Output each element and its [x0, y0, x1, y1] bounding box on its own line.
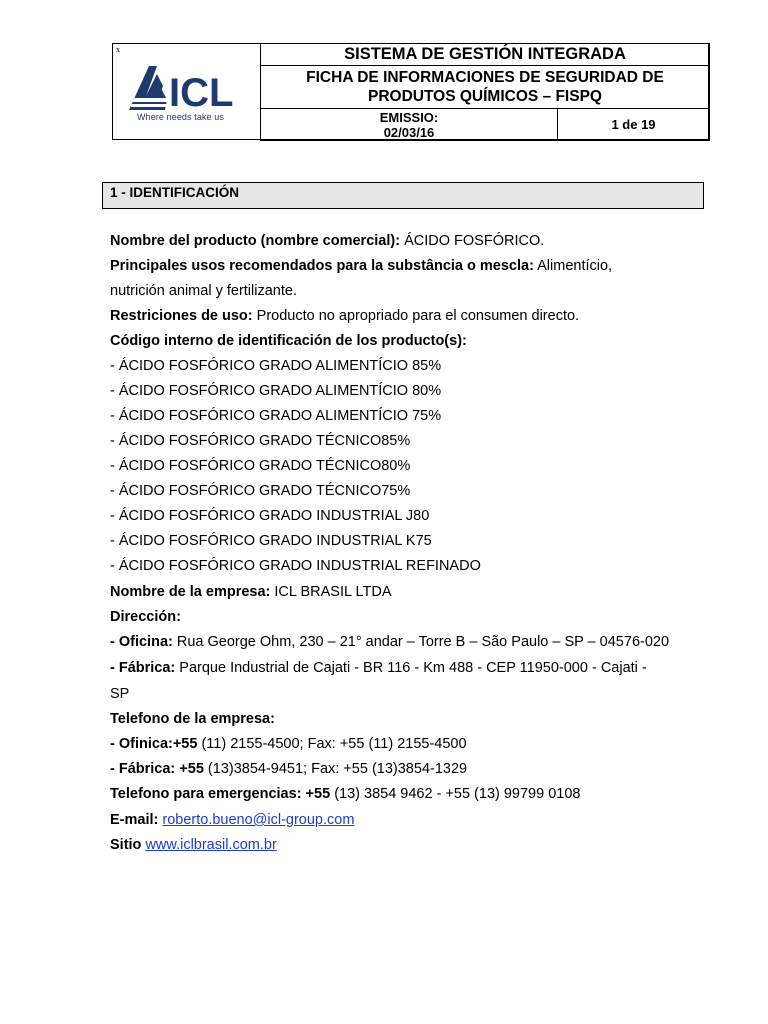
- system-title: SISTEMA DE GESTIÓN INTEGRADA: [344, 45, 626, 63]
- uses-value-2: nutrición animal y fertilizante.: [110, 283, 297, 299]
- page-cell: [557, 108, 710, 141]
- product-name-label: Nombre del producto (nombre comercial):: [110, 233, 401, 249]
- product-name-value: ÁCIDO FOSFÓRICO.: [404, 233, 545, 249]
- emergency-value: (13) 3854 9462 - +55 (13) 99799 0108: [334, 786, 581, 802]
- factory-address-line-2: [110, 685, 129, 703]
- document-title-line1: FICHA DE INFORMACIONES DE SEGURIDAD DE: [306, 69, 664, 86]
- code-item: - ÁCIDO FOSFÓRICO GRADO TÉCNICO75%: [110, 483, 411, 499]
- code-item: - ÁCIDO FOSFÓRICO GRADO TÉCNICO80%: [110, 458, 411, 474]
- emission-label: EMISSIO:: [379, 109, 439, 125]
- code-item: - ÁCIDO FOSFÓRICO GRADO INDUSTRIAL K75: [110, 533, 432, 549]
- address-heading: [110, 608, 181, 626]
- uses-label: Principales usos recomendados para la substância o mescla:: [110, 258, 534, 274]
- emission-date: 02/03/16: [383, 124, 435, 140]
- site-line: [110, 836, 277, 854]
- logo-text: ICL: [169, 71, 234, 112]
- restrictions-value: Producto no apropriado para el consumen directo.: [256, 308, 580, 324]
- product-name-line: [110, 232, 544, 250]
- emission-cell: [260, 108, 558, 141]
- emergency-label: Telefono para emergencias: +55: [110, 786, 331, 802]
- page-number: 1 de 19: [611, 117, 656, 132]
- document-title-cell: [260, 65, 710, 109]
- factory-address: Parque Industrial de Cajati - BR 116 - Km 488 - CEP 11950-000 - Cajati -: [179, 660, 647, 676]
- office-address: Rua George Ohm, 230 – 21° andar – Torre B – São Paulo – SP – 04576-020: [176, 634, 670, 650]
- document-header: [112, 43, 709, 140]
- code-item: - ÁCIDO FOSFÓRICO GRADO ALIMENTÍCIO 85%: [110, 358, 442, 374]
- phone-heading: [110, 710, 275, 728]
- uses-line: [110, 257, 612, 275]
- phone-factory-line: [110, 760, 467, 778]
- system-title-cell: [260, 43, 710, 66]
- factory-address-2: SP: [110, 686, 130, 702]
- emergency-phone-line: [110, 785, 580, 803]
- icl-logo-icon: [127, 62, 247, 112]
- codes-heading: [110, 332, 467, 350]
- email-line: [110, 811, 354, 829]
- factory-label: - Fábrica:: [110, 660, 176, 676]
- restrictions-label: Restriciones de uso:: [110, 308, 253, 324]
- phone-label: Telefono de la empresa:: [110, 711, 275, 727]
- phone-office-line: [110, 735, 467, 753]
- company-value: ICL BRASIL LTDA: [274, 584, 392, 600]
- website-link[interactable]: www.iclbrasil.com.br: [145, 837, 277, 853]
- code-item: - ÁCIDO FOSFÓRICO GRADO INDUSTRIAL J80: [110, 508, 430, 524]
- restrictions-line: [110, 307, 579, 325]
- company-line: [110, 583, 392, 601]
- phone-factory-value: (13)3854-9451; Fax: +55 (13)3854-1329: [207, 761, 468, 777]
- uses-line-2: [110, 282, 297, 300]
- section-title: 1 - IDENTIFICACIÓN: [110, 185, 240, 200]
- company-label: Nombre de la empresa:: [110, 584, 271, 600]
- email-label: E-mail:: [110, 812, 159, 828]
- logo-tagline: Where needs take us: [137, 112, 224, 122]
- phone-office-label: - Ofinica:+55: [110, 736, 198, 752]
- email-link[interactable]: roberto.bueno@icl-group.com: [162, 812, 355, 828]
- code-item: - ÁCIDO FOSFÓRICO GRADO ALIMENTÍCIO 75%: [110, 408, 442, 424]
- office-address-line: [110, 633, 669, 651]
- document-title-line2: PRODUTOS QUÍMICOS – FISPQ: [368, 88, 602, 105]
- uses-value: Alimentício,: [537, 258, 613, 274]
- codes-label: Código interno de identificación de los producto(s):: [110, 333, 467, 349]
- site-label: Sitio: [110, 837, 142, 853]
- code-item: - ÁCIDO FOSFÓRICO GRADO ALIMENTÍCIO 80%: [110, 383, 442, 399]
- office-label: - Oficina:: [110, 634, 173, 650]
- document-title: [306, 68, 664, 106]
- corner-mark: x: [116, 45, 120, 54]
- phone-factory-label: - Fábrica: +55: [110, 761, 204, 777]
- code-item: - ÁCIDO FOSFÓRICO GRADO INDUSTRIAL REFINADO: [110, 558, 481, 574]
- code-item: - ÁCIDO FOSFÓRICO GRADO TÉCNICO85%: [110, 433, 411, 449]
- section-heading: [102, 182, 704, 209]
- factory-address-line: [110, 659, 647, 677]
- logo-cell: [112, 43, 261, 140]
- address-label: Dirección:: [110, 609, 181, 625]
- phone-office-value: (11) 2155-4500; Fax: +55 (11) 2155-4500: [201, 736, 467, 752]
